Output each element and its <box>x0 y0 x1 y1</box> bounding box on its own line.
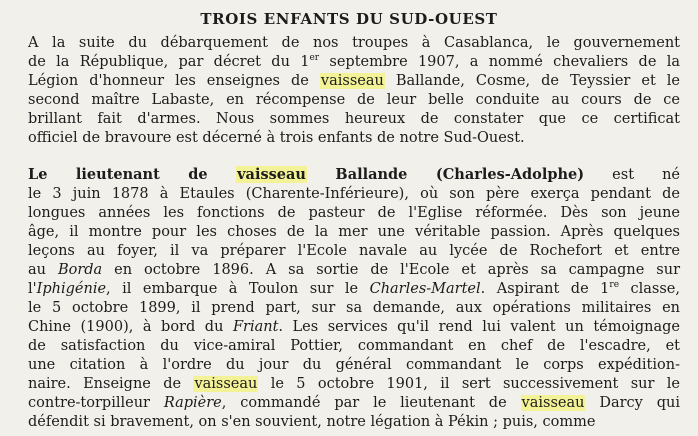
text-line: naire. Enseigne de vaisseau le 5 octobre 1901, il sert successivement sur le <box>28 376 681 392</box>
text-line: de satisfaction du vice-amiral Pottier, commandant en chef de l'escadre, et <box>28 338 680 354</box>
paragraph-2 <box>28 165 680 432</box>
text-line: au Borda en octobre 1896. A sa sortie de l'Ecole et après sa campagne sur <box>28 262 680 278</box>
section-title: TROIS ENFANTS DU SUD-OUEST <box>200 10 498 28</box>
text-line: officiel de bravoure est décerné à trois enfants de notre Sud-Ouest. <box>28 130 525 146</box>
search-highlight: vaisseau <box>521 395 585 411</box>
paragraph-heading: Le lieutenant de vaisseau Ballande (Charles-Adolphe) <box>28 166 585 183</box>
search-highlight: vaisseau <box>194 376 258 392</box>
text-line: Chine (1900), à bord du Friant. Les services qu'il rend lui valent un témoignage <box>28 319 680 335</box>
text-line: Légion d'honneur les enseignes de vaisseau Ballande, Cosme, de Teyssier et le <box>28 73 681 89</box>
text-line: le 3 juin 1878 à Etaules (Charente-Inférieure), où son père exerça pendant de <box>28 186 680 202</box>
search-highlight: vaisseau <box>320 73 384 89</box>
text-line: leçons au foyer, il va préparer l'Ecole navale au lycée de Rochefort et entre <box>28 243 680 259</box>
text-line: défendit si bravement, on s'en souvient, notre légation à Pékin ; puis, comme <box>28 414 596 430</box>
text-line: longues années les fonctions de pasteur de l'Eglise réformée. Dès son jeune <box>28 205 680 221</box>
text-line: contre-torpilleur Rapière, commandé par le lieutenant de vaisseau Darcy qui <box>28 395 680 411</box>
text-line: de la République, par décret du 1er septembre 1907, a nommé chevaliers de la <box>28 53 680 70</box>
text-line: Le lieutenant de vaisseau Ballande (Charles-Adolphe) est né <box>28 166 680 183</box>
text-line: A la suite du débarquement de nos troupes à Casablanca, le gouvernement <box>28 35 680 51</box>
text-line: âge, il montre pour les choses de la mer une véritable passion. Après quelques <box>28 224 680 240</box>
paragraph-1 <box>28 34 680 148</box>
text-line: le 5 octobre 1899, il prend part, sur sa demande, aux opérations militaires en <box>28 300 680 316</box>
text-line: second maître Labaste, en récompense de leur belle conduite au cours de ce <box>28 92 680 108</box>
search-highlight: vaisseau <box>237 166 306 183</box>
text-line: brillant fait d'armes. Nous sommes heureux de constater que ce certificat <box>28 111 680 127</box>
text-line: une citation à l'ordre du jour du général commandant le corps expédition- <box>28 357 680 373</box>
text-line: l'Iphigénie, il embarque à Toulon sur le Charles-Martel. Aspirant de 1re classe, <box>28 280 680 297</box>
